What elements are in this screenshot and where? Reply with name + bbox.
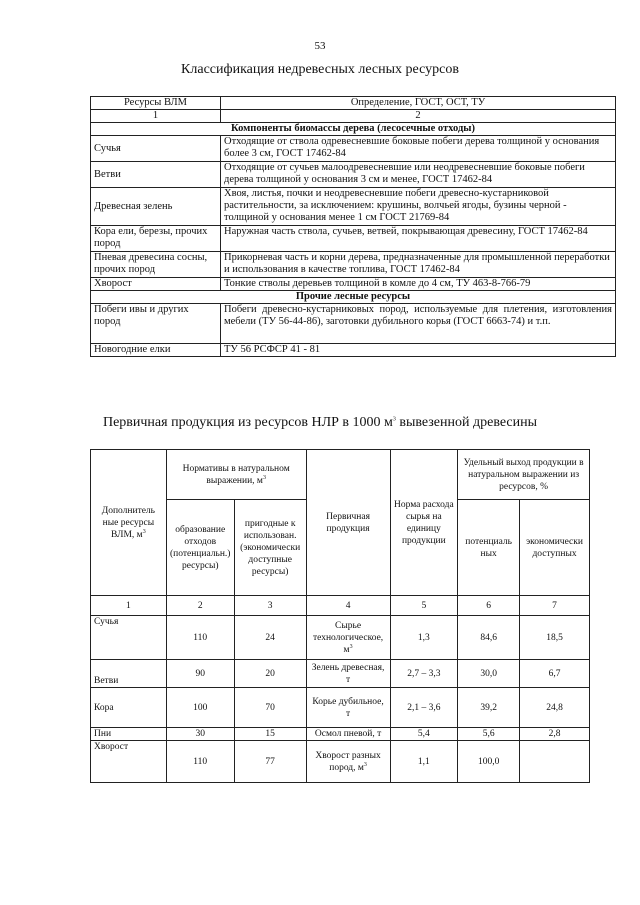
table-row [91,136,616,162]
table-row [91,304,616,344]
header-fit: пригодные к использован. (экономически доступные ресурсы) [234,500,306,596]
section-row [91,291,616,304]
resource-name: Новогодние елки [91,344,221,357]
resources-classification-table [90,96,616,357]
col-number: 4 [306,596,390,616]
table-row [91,728,590,741]
col-number: 2 [221,110,616,123]
table-header-row [91,97,616,110]
table2-title [0,415,640,431]
section-title: Компоненты биомассы дерева (лесосечные отходы) [91,123,616,136]
potential-value: 100,0 [458,741,520,783]
product-name [306,616,390,660]
table-row [91,188,616,226]
section-row [91,123,616,136]
rate-value: 1,1 [390,741,458,783]
col-number: 2 [166,596,234,616]
table1-title: Классификация недревесных лесных ресурсов [181,62,459,77]
header-resources: Ресурсы ВЛМ [91,97,221,110]
rate-value: 2,7 – 3,3 [390,660,458,688]
product-text: Сырье технологическое, м [312,620,384,655]
header-rate: Норма расхода сырья на единицу продукции [390,450,458,596]
title-text: Первичная продукция из ресурсов НЛР в 1000 м [102,415,393,430]
header-yield: Удельный выход продукции в натуральном выражении из ресурсов, % [458,450,590,500]
product-text: Корье дубильное, т [312,696,384,719]
header-resources [91,450,167,596]
col-number: 7 [520,596,590,616]
table-row [91,616,590,660]
header-economic: экономически доступных [520,500,590,596]
resource-name: Пни [91,728,167,741]
formation-value: 110 [166,616,234,660]
table-row [91,278,616,291]
table-number-row [91,110,616,123]
header-formation: образование отходов (потенциальн.) ресурсы) [166,500,234,596]
col-number: 6 [458,596,520,616]
col-number: 1 [91,110,221,123]
table-header-row [91,450,590,500]
economic-value: 24,8 [520,688,590,728]
header-text: Нормативы в натуральном выражении, м [182,463,290,486]
unit-exponent: 3 [262,474,266,481]
header-product: Первичная продукция [306,450,390,596]
resource-name: Побеги ивы и других пород [91,304,221,344]
page-number: 53 [314,40,326,52]
product-name [306,741,390,783]
header-potential: потенциаль ных [458,500,520,596]
economic-value: 6,7 [520,660,590,688]
product-text: Осмол пневой, т [314,729,382,739]
potential-value: 30,0 [458,660,520,688]
unit-exponent: 3 [349,643,353,650]
potential-value: 84,6 [458,616,520,660]
product-text: Хворост разных пород, м [315,750,381,773]
resource-name: Ветви [91,162,221,188]
resource-name: Древесная зелень [91,188,221,226]
product-name [306,660,390,688]
formation-value: 100 [166,688,234,728]
col-number: 3 [234,596,306,616]
resource-name: Сучья [91,136,221,162]
section-title: Прочие лесные ресурсы [91,291,616,304]
fit-value: 77 [234,741,306,783]
fit-value: 15 [234,728,306,741]
unit-exponent: 3 [142,528,146,535]
table-row [91,660,590,688]
fit-value: 20 [234,660,306,688]
economic-value [520,741,590,783]
resource-definition: Отходящие от сучьев малоодревесневшие или неодревесневшие боковые побеги дерева толщиной у основания 3 см и менее, ГОСТ 17462-84 [221,162,616,188]
resource-definition: Побеги древесно-кустарниковых пород, используемые для плетения, изготовления мебели (ТУ 56-44-86), заготовки дубильного корья (ГОСТ 6663-74) и т.п. [221,304,616,344]
fit-value: 24 [234,616,306,660]
product-name [306,728,390,741]
potential-value: 5,6 [458,728,520,741]
resource-definition: Отходящие от ствола одревесневшие боковые побеги дерева толщиной у основания более 3 см, ГОСТ 17462-84 [221,136,616,162]
title-unit-exponent: 3 [392,416,396,423]
primary-products-table [90,449,590,783]
rate-value: 1,3 [390,616,458,660]
resource-name: Хворост [91,741,167,783]
resource-name: Пневая древесина сосны, прочих пород [91,252,221,278]
resource-name: Сучья [91,616,167,660]
col-number: 5 [390,596,458,616]
formation-value: 90 [166,660,234,688]
table-row [91,688,590,728]
table-number-row [91,596,590,616]
potential-value: 39,2 [458,688,520,728]
resource-name: Кора [91,688,167,728]
header-norms [166,450,306,500]
economic-value: 18,5 [520,616,590,660]
resource-definition: Прикорневая часть и корни дерева, предназначенные для промышленной переработки и использования в качестве топлива, ГОСТ 17462-84 [221,252,616,278]
table-row [91,162,616,188]
resource-definition: ТУ 56 РСФСР 41 - 81 [221,344,616,357]
formation-value: 110 [166,741,234,783]
product-name [306,688,390,728]
resource-definition: Хвоя, листья, почки и неодревесневшие побеги древесно-кустарниковой растительности, за исключением: крушины, волчьей ягоды, бузины черной - толщиной у основания менее 1 см ГОСТ 21769-84 [221,188,616,226]
title-text-tail: вывезенной древесины [395,415,538,430]
header-definition: Определение, ГОСТ, ОСТ, ТУ [221,97,616,110]
rate-value: 2,1 – 3,6 [390,688,458,728]
table-row [91,252,616,278]
table-row [91,226,616,252]
col-number: 1 [91,596,167,616]
resource-name: Ветви [91,660,167,688]
fit-value: 70 [234,688,306,728]
unit-exponent: 3 [363,761,367,768]
resource-definition: Тонкие стволы деревьев толщиной в комле до 4 см, ТУ 463-8-766-79 [221,278,616,291]
table-row [91,344,616,357]
resource-definition: Наружная часть ствола, сучьев, ветвей, покрывающая древесину, ГОСТ 17462-84 [221,226,616,252]
economic-value: 2,8 [520,728,590,741]
rate-value: 5,4 [390,728,458,741]
resource-name: Хворост [91,278,221,291]
resource-name: Кора ели, березы, прочих пород [91,226,221,252]
formation-value: 30 [166,728,234,741]
product-text: Зелень древесная, т [311,662,385,685]
header-text: Дополнитель ные ресурсы ВЛМ, м [101,505,156,540]
table-row [91,741,590,783]
